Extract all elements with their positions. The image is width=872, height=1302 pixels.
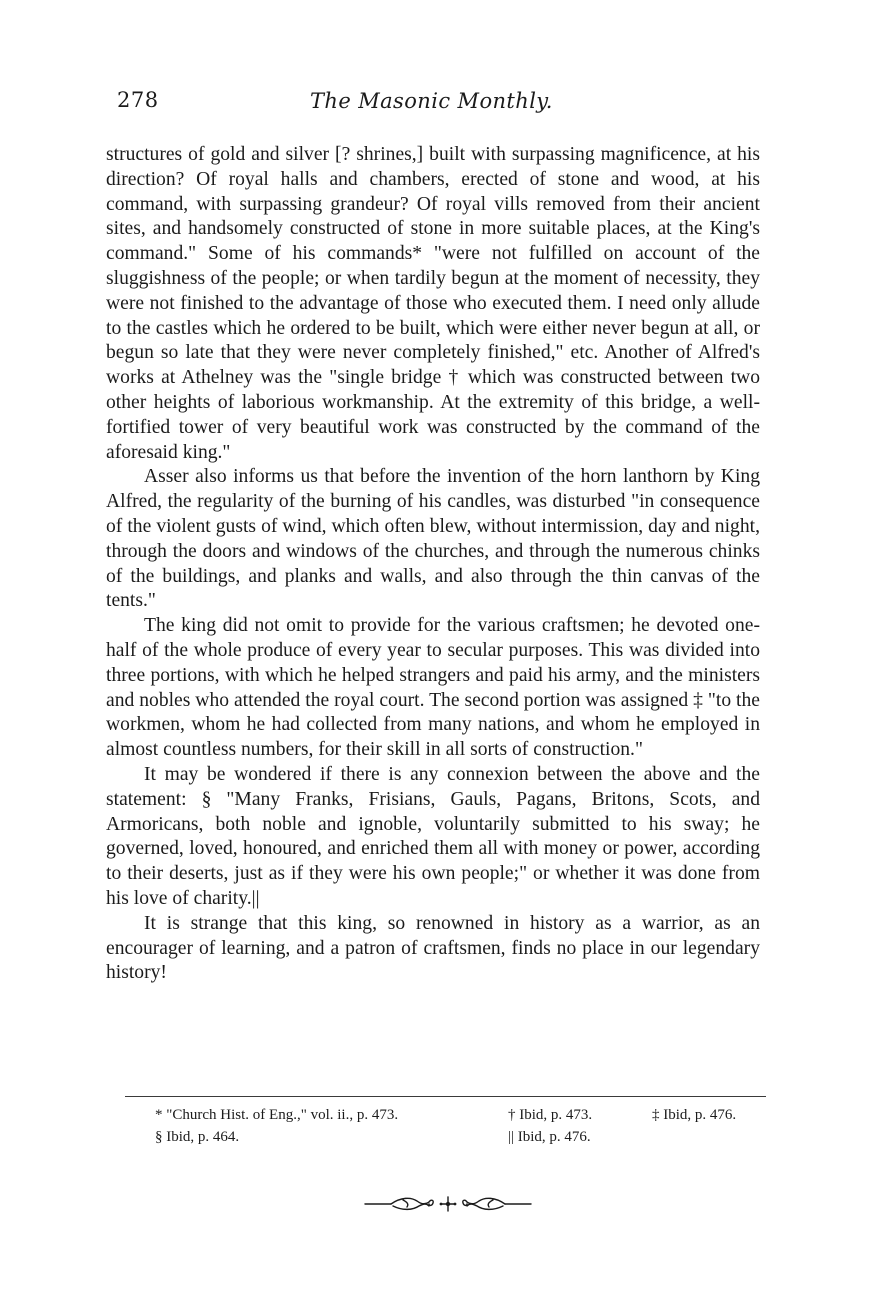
footnote-dagger: † Ibid, p. 473.: [508, 1107, 593, 1123]
paragraph-4: It may be wondered if there is any connexion between the above and the statement: § "Many Franks, Frisians, Gauls, Pagans, Britons, Scots, and Armoricans, both noble and ignoble, voluntarily submitted to his sway; he governed, loved, honoured, and enriched them all with money or power, according to their deserts, just as if they were his own people;" or whether it was done from his love of charity.||: [106, 763, 760, 909]
running-title: The Masonic Monthly.: [310, 89, 553, 113]
footnote-section: § Ibid, p. 464.: [155, 1129, 240, 1145]
main-text: [106, 143, 760, 986]
footnote-double-dagger: ‡ Ibid, p. 476.: [652, 1107, 737, 1123]
paragraph-1: structures of gold and silver [? shrines,] built with surpassing magnificence, at his direction? Of royal halls and chambers, erected of stone and wood, at his command, with surpassing grandeur? Of royal vills removed from their ancient sites, and handsomely constructed of stone in more suitable places, at the King's command." Some of his commands* "were not fulfilled on account of the sluggishness of the people; or when tardily begun at the moment of necessity, they were not finished to the advantage of those who executed them. I need only allude to the castles which he ordered to be built, which were either never begun at all, or begun so late that they were never completely finished," etc. Another of Alfred's works at Athelney was the "single bridge † which was constructed between two other heights of laborious workmanship. At the extremity of this bridge, a well-fortified tower of very beautiful work was constructed by the command of the aforesaid king.": [106, 144, 760, 463]
end-ornament-icon: [363, 1192, 533, 1216]
paragraph-2: Asser also informs us that before the invention of the horn lanthorn by King Alfred, the regularity of the burning of his candles, was disturbed "in consequence of the violent gusts of wind, which often blew, without intermission, day and night, through the doors and windows of the churches, and through the numerous chinks of the buildings, and planks and walls, and also through the thin canvas of the tents.": [106, 466, 760, 612]
paragraph-3: The king did not omit to provide for the various craftsmen; he devoted one-half of the whole produce of every year to secular purposes. This was divided into three portions, with which he helped strangers and paid his army, and the ministers and nobles who attended the royal court. The second portion was assigned ‡ "to the workmen, whom he had collected from many nations, and whom he employed in almost countless numbers, for their skill in all sorts of construction.": [106, 615, 760, 761]
footnote-church-history: * "Church Hist. of Eng.," vol. ii., p. 473.: [155, 1107, 399, 1123]
paragraph-5: It is strange that this king, so renowned in history as a warrior, as an encourager of learning, and a patron of craftsmen, finds no place in our legendary history!: [106, 912, 760, 984]
footnote-rule: [125, 1096, 766, 1097]
page-number: 278: [117, 88, 159, 112]
footnote-parallel: || Ibid, p. 476.: [508, 1129, 591, 1145]
